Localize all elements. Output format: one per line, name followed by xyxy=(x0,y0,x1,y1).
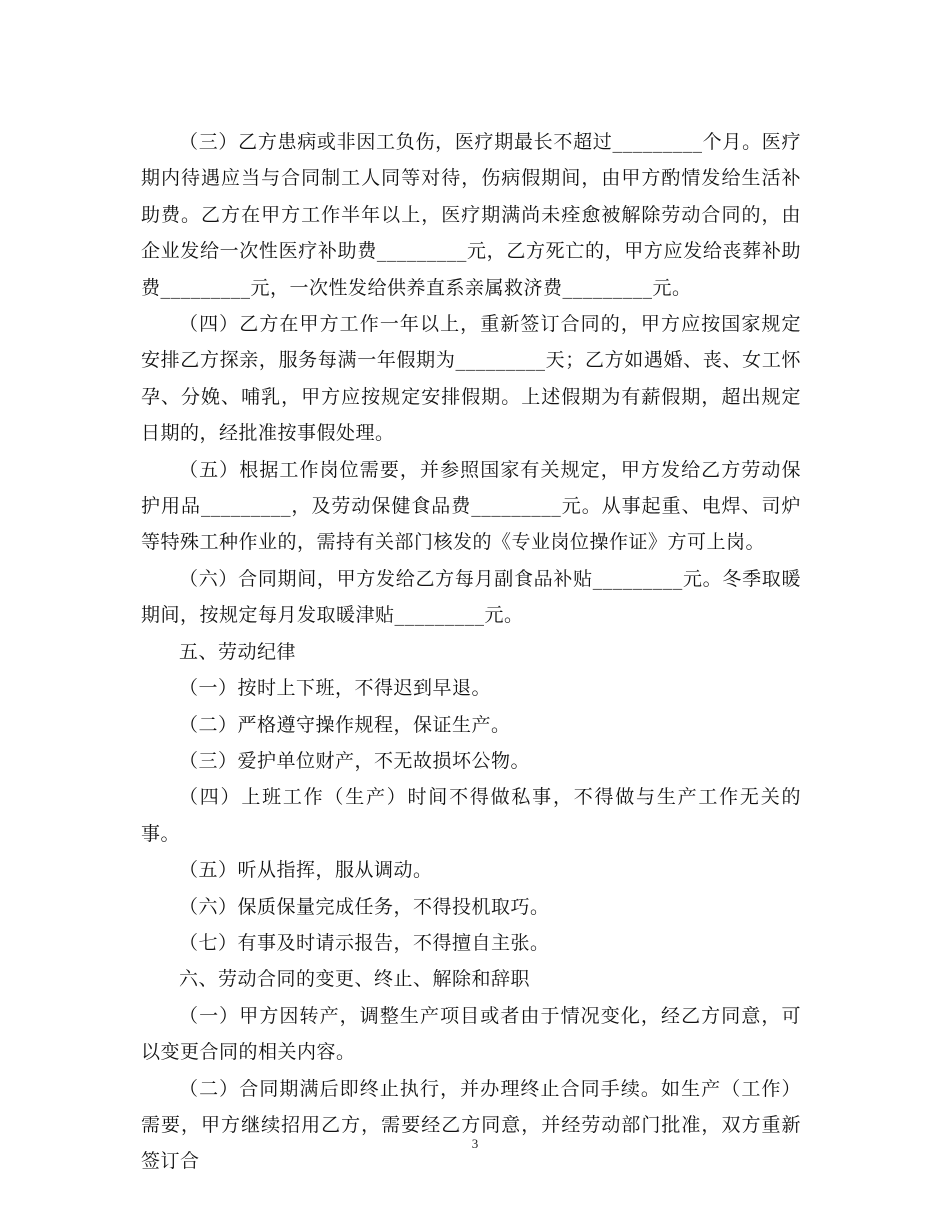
list-item-discipline-3: （三）爱护单位财产，不无故损坏公物。 xyxy=(179,749,531,772)
paragraph-contract-termination: （二）合同期满后即终止执行，并办理终止合同手续。如生产（工作）需要，甲方继续招用乙方，需要经乙方同意，并经劳动部门批准，双方重新签订合 xyxy=(141,1077,801,1173)
paragraph-allowances: （六）合同期间，甲方发给乙方每月副食品补贴_________元。冬季取暖期间，按规定每月发取暖津贴_________元。 xyxy=(141,567,801,627)
list-item-discipline-1: （一）按时上下班，不得迟到早退。 xyxy=(179,677,492,700)
list-item-discipline-7: （七）有事及时请示报告，不得擅自主张。 xyxy=(179,931,550,954)
list-item-discipline-2: （二）严格遵守操作规程，保证生产。 xyxy=(179,713,511,736)
document-body xyxy=(141,124,801,1180)
paragraph-protective-equipment: （五）根据工作岗位需要，并参照国家有关规定，甲方发给乙方劳动保护用品_________，及劳动保健食品费_________元。从事起重、电焊、司炉等特殊工种作业的，需持有关部门核发的《专业岗位操作证》方可上岗。 xyxy=(141,458,801,554)
list-item-discipline-4: （四）上班工作（生产）时间不得做私事，不得做与生产工作无关的事。 xyxy=(141,786,801,845)
section-heading-labor-discipline: 五、劳动纪律 xyxy=(179,640,297,663)
paragraph-medical-leave: （三）乙方患病或非因工负伤，医疗期最长不超过_________个月。医疗期内待遇应当与合同制工人同等对待，伤病假期间，由甲方酌情发给生活补助费。乙方在甲方工作半年以上，医疗期满尚未痊愈被解除劳动合同的，由企业发给一次性医疗补助费_________元，乙方死亡的，甲方应发给丧葬补助费_________元，一次性发给供养直系亲属救济费_________元。 xyxy=(141,131,801,299)
paragraph-home-leave: （四）乙方在甲方工作一年以上，重新签订合同的，甲方应按国家规定安排乙方探亲，服务每满一年假期为_________天；乙方如遇婚、丧、女工怀孕、分娩、哺乳，甲方应按规定安排假期。上述假期为有薪假期，超出规定日期的，经批准按事假处理。 xyxy=(141,313,801,445)
page-number: 3 xyxy=(471,1136,479,1151)
paragraph-contract-change: （一）甲方因转产，调整生产项目或者由于情况变化，经乙方同意，可以变更合同的相关内容。 xyxy=(141,1004,801,1064)
section-heading-contract-changes: 六、劳动合同的变更、终止、解除和辞职 xyxy=(179,968,531,991)
list-item-discipline-6: （六）保质保量完成任务，不得投机取巧。 xyxy=(179,895,550,918)
list-item-discipline-5: （五）听从指挥，服从调动。 xyxy=(179,859,433,882)
